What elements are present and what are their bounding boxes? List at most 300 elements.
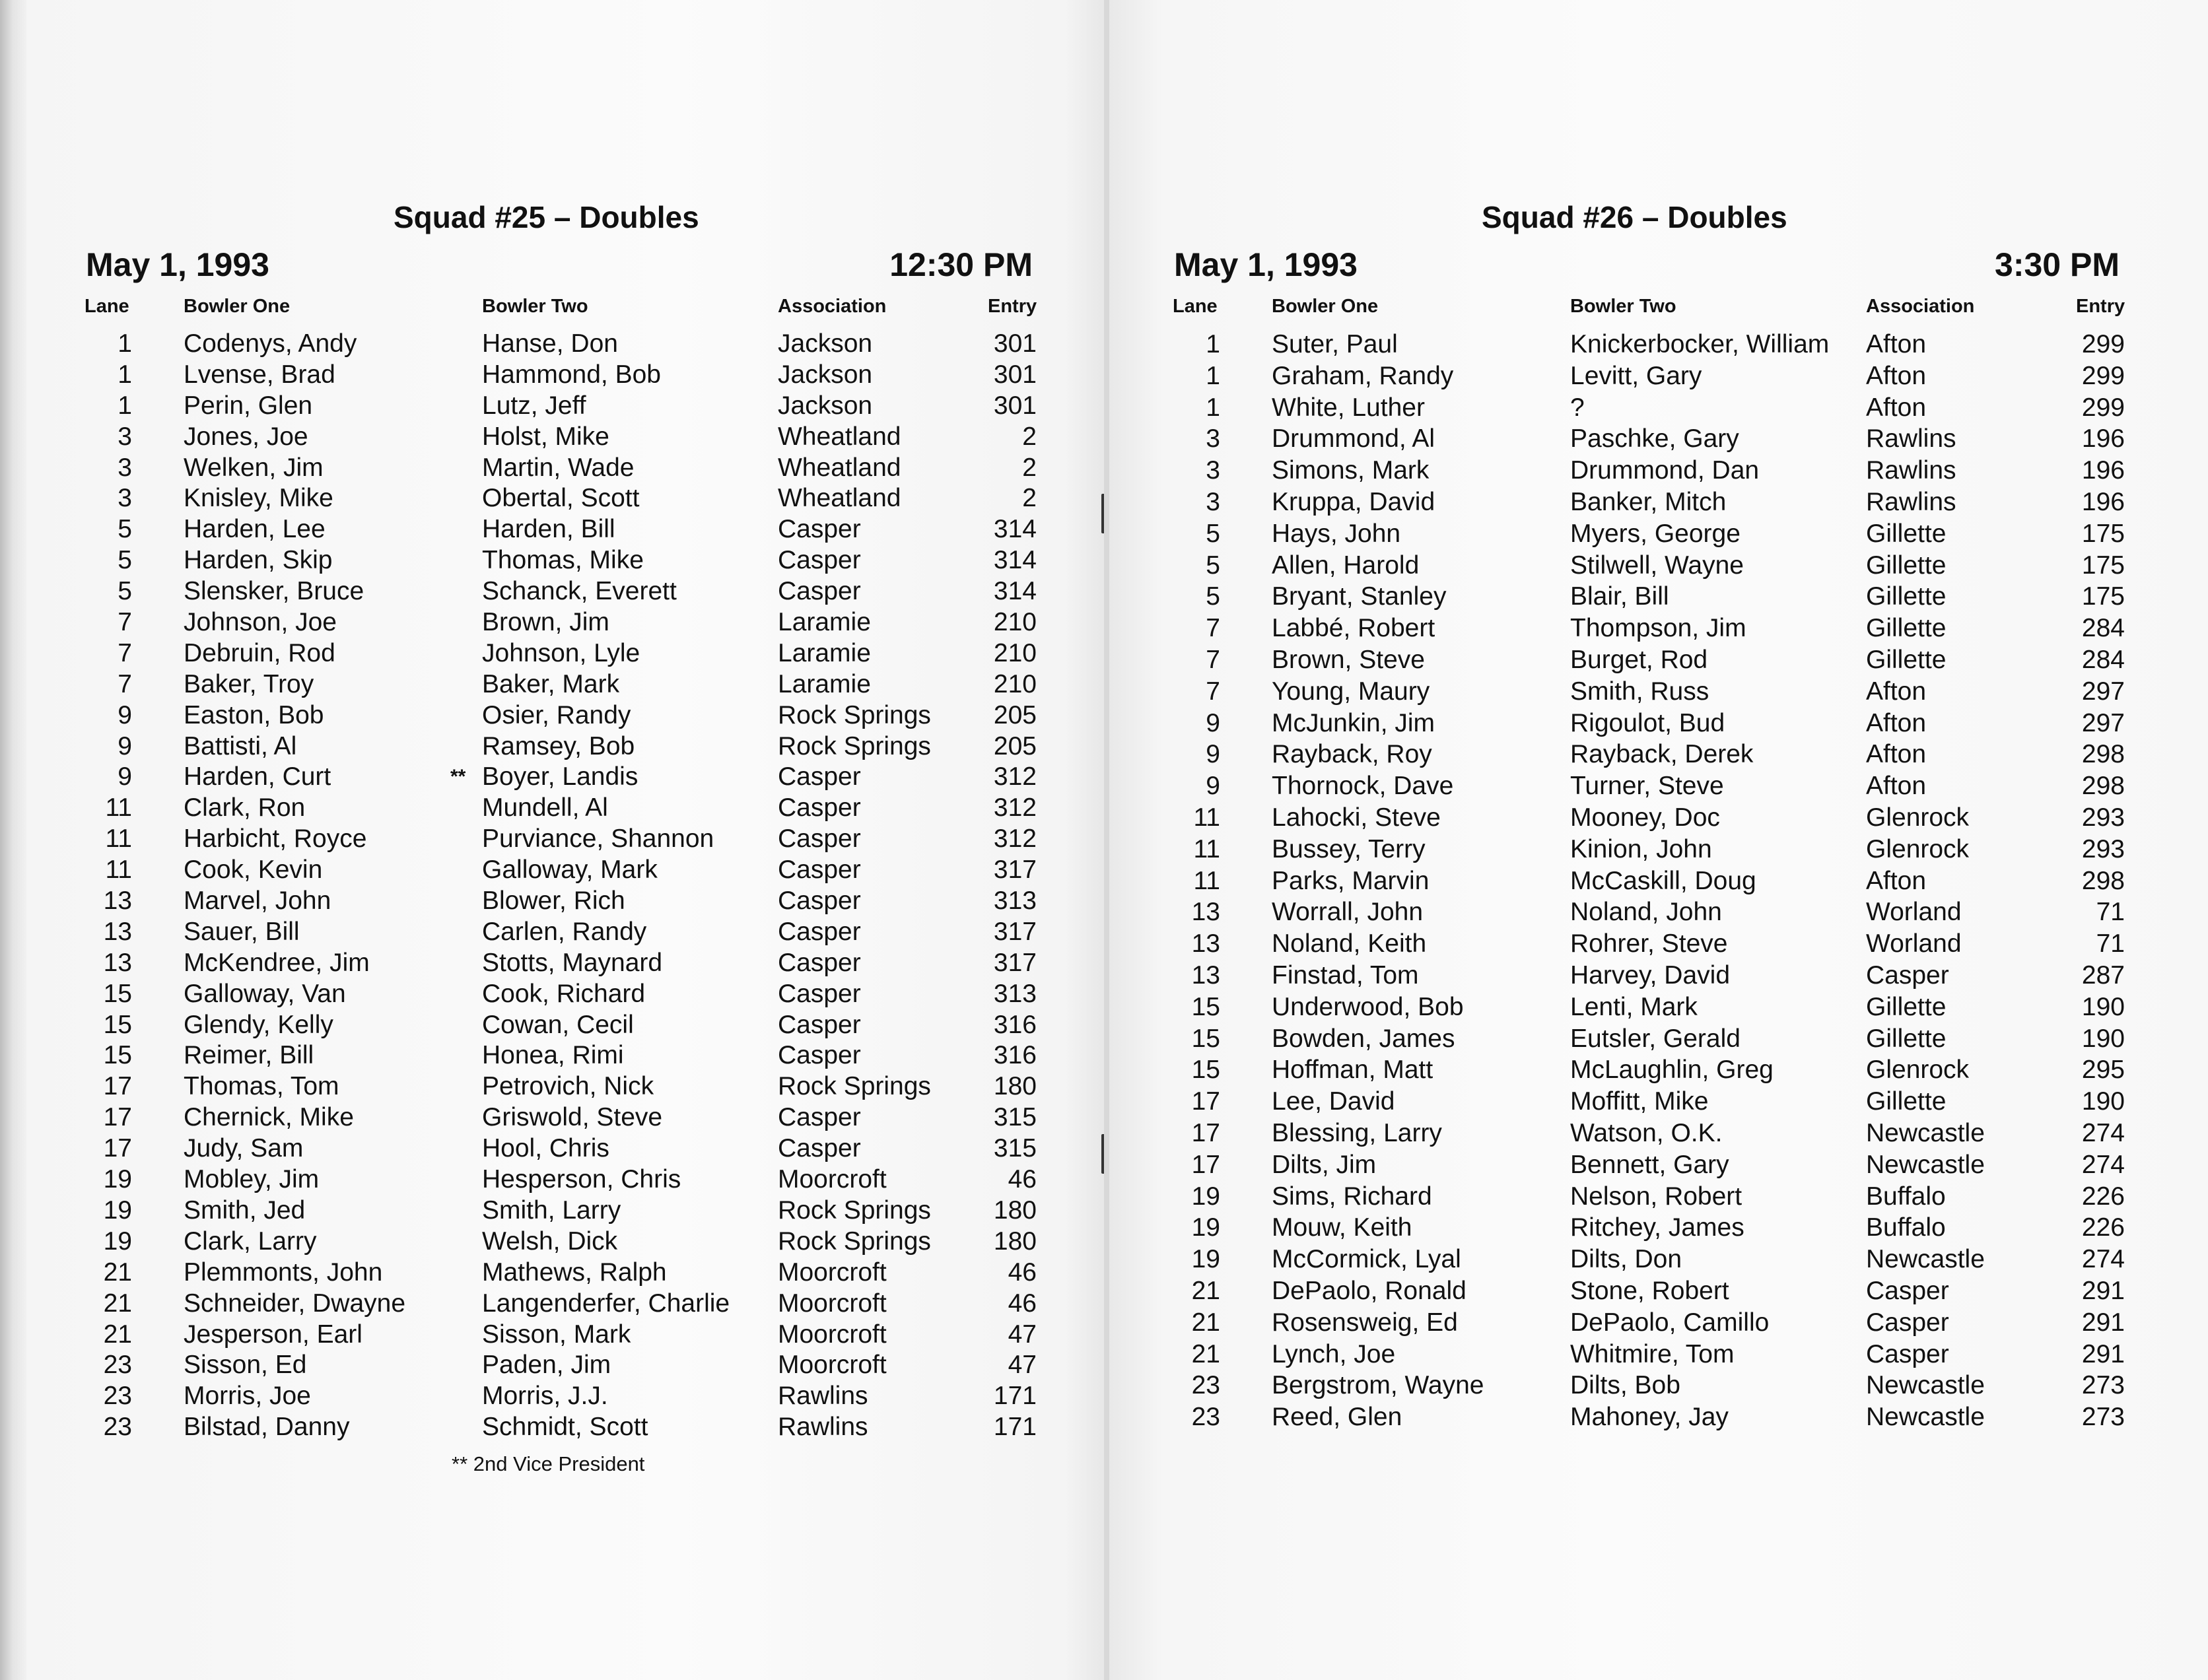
bowler-two-cell: Noland, John (1570, 898, 1722, 927)
lane-cell: 19 (103, 1195, 132, 1225)
column-header-bowler-two: Bowler Two (1570, 296, 1676, 317)
lane-cell: 23 (1191, 1371, 1220, 1400)
bowler-two-cell: Whitmire, Tom (1570, 1339, 1735, 1368)
table-row (0, 855, 1104, 886)
entry-cell: 316 (993, 1010, 1037, 1039)
bowler-one-cell: Kruppa, David (1272, 487, 1435, 516)
entry-cell: 297 (2081, 708, 2125, 737)
lane-cell: 17 (1191, 1150, 1220, 1179)
bowler-two-cell: Banker, Mitch (1570, 487, 1727, 516)
bowler-two-cell: Rigoulot, Bud (1570, 708, 1725, 737)
bowler-one-cell: Brown, Steve (1272, 645, 1425, 674)
entry-cell: 312 (993, 762, 1037, 791)
bowler-one-cell: Rosensweig, Ed (1272, 1308, 1458, 1337)
entry-cell: 190 (2081, 1087, 2125, 1116)
table-row (0, 824, 1104, 855)
table-row (0, 391, 1104, 422)
table-row (1088, 1149, 2208, 1181)
lane-cell: 1 (1206, 330, 1220, 358)
bowler-two-cell: Paden, Jim (482, 1351, 611, 1380)
footnote (452, 1452, 644, 1476)
association-cell: Casper (778, 979, 861, 1008)
table-row (1088, 423, 2208, 455)
table-row (0, 360, 1104, 391)
lane-cell: 15 (103, 979, 132, 1008)
association-cell: Gillette (1866, 645, 1947, 674)
bowler-two-cell: Sisson, Mark (482, 1320, 631, 1349)
entry-cell: 46 (1008, 1289, 1037, 1318)
association-cell: Moorcroft (778, 1320, 887, 1349)
table-row (0, 1195, 1104, 1226)
association-cell: Casper (778, 948, 861, 977)
bowler-two-cell: Bennett, Gary (1570, 1150, 1729, 1179)
table-row (1088, 960, 2208, 991)
bowler-two-cell: Brown, Jim (482, 608, 609, 637)
bowler-two-cell: Holst, Mike (482, 422, 609, 451)
entry-cell: 47 (1008, 1351, 1037, 1380)
bowler-two-cell: Petrovich, Nick (482, 1072, 654, 1101)
bowler-two-cell: Hammond, Bob (482, 360, 661, 389)
bowler-two-cell: Boyer, Landis (482, 762, 638, 791)
bowler-two-cell: Stotts, Maynard (482, 948, 663, 977)
table-row (0, 1164, 1104, 1195)
bowler-two-cell: Nelson, Robert (1570, 1182, 1742, 1211)
bowler-one-cell: Harden, Curt (184, 762, 331, 791)
table-row (0, 948, 1104, 979)
squad-title: Squad #26 – Doubles (1482, 200, 1787, 234)
entry-cell: 226 (2081, 1182, 2125, 1211)
bowler-one-cell: Slensker, Bruce (184, 577, 364, 606)
entry-cell: 314 (993, 546, 1037, 575)
bowler-two-cell: Levitt, Gary (1570, 361, 1702, 390)
entry-cell: 2 (1022, 453, 1037, 482)
lane-cell: 21 (103, 1258, 132, 1287)
bowler-two-cell: Martin, Wade (482, 453, 635, 482)
entry-cell: 317 (993, 856, 1037, 885)
lane-cell: 1 (118, 329, 132, 358)
bowler-one-cell: Smith, Jed (184, 1195, 306, 1225)
bowler-two-cell: Morris, J.J. (482, 1382, 608, 1411)
table-row (0, 483, 1104, 514)
bowler-one-cell: Mobley, Jim (184, 1165, 320, 1194)
lane-cell: 15 (103, 1041, 132, 1070)
bowler-two-cell: Thomas, Mike (482, 546, 644, 575)
entry-cell: 196 (2081, 456, 2125, 485)
bowler-two-cell: Cook, Richard (482, 979, 646, 1008)
bowler-two-cell: Schanck, Everett (482, 577, 677, 606)
table-row (1088, 1054, 2208, 1086)
bowler-one-cell: White, Luther (1272, 393, 1425, 422)
table-row (0, 514, 1104, 545)
bowler-one-cell: Sauer, Bill (184, 917, 300, 946)
table-row (1088, 1244, 2208, 1275)
association-cell: Jackson (778, 391, 873, 420)
bowler-two-cell: Smith, Larry (482, 1195, 621, 1225)
table-row (1088, 1023, 2208, 1055)
table-row (0, 545, 1104, 576)
association-cell: Afton (1866, 393, 1927, 422)
table-row (0, 762, 1104, 793)
entry-cell: 299 (2081, 393, 2125, 422)
bowler-two-cell: Paschke, Gary (1570, 424, 1739, 454)
bowler-one-cell: Debruin, Rod (184, 638, 335, 667)
table-row (0, 422, 1104, 453)
table-row (0, 917, 1104, 948)
bowler-one-cell: Battisti, Al (184, 731, 297, 760)
entry-cell: 180 (993, 1195, 1037, 1225)
footnote-text: 2nd Vice President (473, 1452, 645, 1475)
lane-cell: 17 (103, 1103, 132, 1132)
lane-cell: 17 (1191, 1087, 1220, 1116)
lane-cell: 7 (118, 638, 132, 667)
association-cell: Casper (778, 546, 861, 575)
bowler-one-cell: Morris, Joe (184, 1382, 311, 1411)
entry-cell: 175 (2081, 519, 2125, 548)
lane-cell: 3 (1206, 424, 1220, 454)
bowler-one-cell: Parks, Marvin (1272, 866, 1430, 895)
table-row (1088, 770, 2208, 802)
lane-cell: 11 (105, 856, 132, 885)
bowler-two-cell: Watson, O.K. (1570, 1118, 1723, 1147)
bowler-two-cell: Griswold, Steve (482, 1103, 663, 1132)
association-cell: Rock Springs (778, 1195, 931, 1225)
entry-cell: 46 (1008, 1258, 1037, 1287)
association-cell: Glenrock (1866, 834, 1970, 863)
lane-cell: 21 (103, 1289, 132, 1318)
bowler-one-cell: Thomas, Tom (184, 1072, 339, 1101)
lane-cell: 5 (118, 577, 132, 606)
entry-cell: 298 (2081, 772, 2125, 801)
bowler-one-cell: Johnson, Joe (184, 608, 337, 637)
association-cell: Rock Springs (778, 1072, 931, 1101)
lane-cell: 11 (105, 824, 132, 854)
bowler-one-cell: Schneider, Dwayne (184, 1289, 406, 1318)
association-cell: Afton (1866, 330, 1927, 358)
bowler-one-cell: Hoffman, Matt (1272, 1056, 1433, 1085)
bowler-one-cell: Underwood, Bob (1272, 992, 1464, 1021)
association-cell: Laramie (778, 608, 871, 637)
bowler-one-cell: Noland, Keith (1272, 929, 1427, 958)
bowler-one-cell: Bowden, James (1272, 1024, 1455, 1053)
entry-cell: 312 (993, 793, 1037, 823)
table-row (1088, 896, 2208, 928)
lane-cell: 9 (118, 700, 132, 729)
association-cell: Moorcroft (778, 1258, 887, 1287)
bowler-one-cell: McJunkin, Jim (1272, 708, 1435, 737)
lane-cell: 15 (1191, 992, 1220, 1021)
entry-cell: 313 (993, 887, 1037, 916)
entry-cell: 180 (993, 1072, 1037, 1101)
lane-cell: 13 (103, 917, 132, 946)
bowler-two-cell: Dilts, Bob (1570, 1371, 1680, 1400)
table-row (1088, 1086, 2208, 1118)
bowler-one-cell: Bussey, Terry (1272, 834, 1426, 863)
table-row (0, 1381, 1104, 1412)
association-cell: Casper (778, 856, 861, 885)
association-cell: Casper (778, 1134, 861, 1163)
table-row (1088, 739, 2208, 770)
lane-cell: 15 (103, 1010, 132, 1039)
bowler-one-cell: Lynch, Joe (1272, 1339, 1396, 1368)
association-cell: Casper (1866, 960, 1949, 990)
bowler-one-cell: Dilts, Jim (1272, 1150, 1377, 1179)
lane-cell: 3 (118, 422, 132, 451)
lane-cell: 3 (118, 453, 132, 482)
officer-mark: ** (450, 766, 466, 788)
entry-cell: 210 (993, 669, 1037, 698)
bowler-two-cell: McLaughlin, Greg (1570, 1056, 1774, 1085)
lane-cell: 7 (1206, 614, 1220, 643)
association-cell: Newcastle (1866, 1150, 1985, 1179)
entry-cell: 293 (2081, 834, 2125, 863)
lane-cell: 11 (1193, 866, 1220, 895)
bowler-two-cell: Moffitt, Mike (1570, 1087, 1709, 1116)
association-cell: Newcastle (1866, 1371, 1985, 1400)
bowler-two-cell: Stilwell, Wayne (1570, 551, 1744, 580)
association-cell: Afton (1866, 740, 1927, 769)
entry-cell: 301 (993, 391, 1037, 420)
lane-cell: 21 (1191, 1276, 1220, 1305)
association-cell: Wheatland (778, 484, 901, 513)
lane-cell: 21 (103, 1320, 132, 1349)
table-row (1088, 708, 2208, 739)
bowler-one-cell: Harden, Lee (184, 515, 326, 544)
entry-cell: 274 (2081, 1118, 2125, 1147)
lane-cell: 21 (1191, 1308, 1220, 1337)
table-row (1088, 392, 2208, 424)
table-row (1088, 1370, 2208, 1401)
table-row (1088, 360, 2208, 392)
table-row (0, 1102, 1104, 1133)
bowler-two-cell: Cowan, Cecil (482, 1010, 634, 1039)
lane-cell: 1 (118, 360, 132, 389)
lane-cell: 19 (1191, 1245, 1220, 1274)
bowler-one-cell: Marvel, John (184, 887, 331, 916)
lane-cell: 13 (1191, 929, 1220, 958)
table-row (0, 1412, 1104, 1443)
entry-cell: 226 (2081, 1213, 2125, 1242)
bowler-two-cell: Mahoney, Jay (1570, 1403, 1729, 1432)
entry-cell: 316 (993, 1041, 1037, 1070)
lane-cell: 13 (1191, 960, 1220, 990)
association-cell: Gillette (1866, 582, 1947, 611)
bowler-two-cell: Ramsey, Bob (482, 731, 635, 760)
lane-cell: 17 (1191, 1118, 1220, 1147)
entry-cell: 171 (993, 1413, 1037, 1442)
entry-cell: 196 (2081, 424, 2125, 454)
bowler-two-cell: Harvey, David (1570, 960, 1731, 990)
bowler-one-cell: Suter, Paul (1272, 330, 1398, 358)
table-row (1088, 1118, 2208, 1149)
bowler-one-cell: Harden, Skip (184, 546, 333, 575)
entry-cell: 314 (993, 577, 1037, 606)
bowler-two-cell: Rohrer, Steve (1570, 929, 1728, 958)
bowler-two-cell: Knickerbocker, William (1570, 330, 1830, 358)
entry-cell: 291 (2081, 1339, 2125, 1368)
bowler-one-cell: Jesperson, Earl (184, 1320, 362, 1349)
association-cell: Casper (778, 793, 861, 823)
entry-cell: 274 (2081, 1245, 2125, 1274)
association-cell: Gillette (1866, 614, 1947, 643)
bowler-one-cell: Graham, Randy (1272, 361, 1454, 390)
column-header-entry: Entry (988, 296, 1037, 317)
bowler-one-cell: Bryant, Stanley (1272, 582, 1447, 611)
table-row (0, 1040, 1104, 1071)
bowler-two-cell: Lutz, Jeff (482, 391, 586, 420)
lane-cell: 7 (1206, 677, 1220, 706)
table-row (1088, 487, 2208, 518)
squad-date: May 1, 1993 (1174, 246, 1358, 283)
column-header-entry: Entry (2076, 296, 2125, 317)
entry-cell: 315 (993, 1134, 1037, 1163)
entry-cell: 291 (2081, 1276, 2125, 1305)
bowler-one-cell: Bilstad, Danny (184, 1413, 350, 1442)
bowler-one-cell: Glendy, Kelly (184, 1010, 333, 1039)
table-row (1088, 834, 2208, 865)
lane-cell: 13 (1191, 898, 1220, 927)
column-header-bowler-one: Bowler One (184, 296, 291, 317)
entry-cell: 291 (2081, 1308, 2125, 1337)
bowler-one-cell: Clark, Ron (184, 793, 306, 823)
bowler-two-cell: Purviance, Shannon (482, 824, 714, 854)
bowler-one-cell: Sims, Richard (1272, 1182, 1432, 1211)
lane-cell: 17 (103, 1134, 132, 1163)
bowler-one-cell: Young, Maury (1272, 677, 1430, 706)
entry-cell: 274 (2081, 1150, 2125, 1179)
association-cell: Rock Springs (778, 731, 931, 760)
bowler-two-cell: Kinion, John (1570, 834, 1712, 863)
entry-cell: 210 (993, 608, 1037, 637)
bowler-one-cell: DePaolo, Ronald (1272, 1276, 1466, 1305)
association-cell: Gillette (1866, 1087, 1947, 1116)
association-cell: Jackson (778, 360, 873, 389)
squad-title: Squad #25 – Doubles (394, 200, 699, 234)
lane-cell: 5 (1206, 519, 1220, 548)
table-row (0, 793, 1104, 824)
table-row (0, 1258, 1104, 1289)
bowler-two-cell: Myers, George (1570, 519, 1741, 548)
bowler-two-cell: Blair, Bill (1570, 582, 1669, 611)
bowler-one-cell: McKendree, Jim (184, 948, 370, 977)
bowler-one-cell: Chernick, Mike (184, 1103, 354, 1132)
bowler-two-cell: Harden, Bill (482, 515, 615, 544)
bowler-one-cell: Thornock, Dave (1272, 772, 1454, 801)
table-row (1088, 644, 2208, 676)
lane-cell: 5 (118, 546, 132, 575)
table-row (1088, 676, 2208, 708)
association-cell: Casper (778, 887, 861, 916)
association-cell: Afton (1866, 772, 1927, 801)
table-row (0, 329, 1104, 360)
bowler-one-cell: Knisley, Mike (184, 484, 333, 513)
entry-cell: 314 (993, 515, 1037, 544)
association-cell: Moorcroft (778, 1289, 887, 1318)
bowler-two-cell: Johnson, Lyle (482, 638, 640, 667)
bowler-two-cell: Carlen, Randy (482, 917, 647, 946)
entry-cell: 175 (2081, 582, 2125, 611)
table-row (1088, 550, 2208, 582)
table-row (0, 1133, 1104, 1164)
entry-cell: 301 (993, 360, 1037, 389)
association-cell: Worland (1866, 898, 1962, 927)
association-cell: Rawlins (1866, 456, 1956, 485)
bowler-two-cell: Dilts, Don (1570, 1245, 1682, 1274)
association-cell: Afton (1866, 677, 1927, 706)
lane-cell: 15 (1191, 1056, 1220, 1085)
bowler-two-cell: Burget, Rod (1570, 645, 1708, 674)
table-row (1088, 1339, 2208, 1370)
lane-cell: 7 (118, 669, 132, 698)
lane-cell: 3 (118, 484, 132, 513)
lane-cell: 21 (1191, 1339, 1220, 1368)
bowler-one-cell: Judy, Sam (184, 1134, 304, 1163)
lane-cell: 9 (1206, 740, 1220, 769)
entry-cell: 205 (993, 731, 1037, 760)
lane-cell: 23 (103, 1351, 132, 1380)
entry-cell: 273 (2081, 1403, 2125, 1432)
association-cell: Rawlins (778, 1413, 868, 1442)
bowler-two-cell: Mundell, Al (482, 793, 608, 823)
entry-cell: 171 (993, 1382, 1037, 1411)
bowler-one-cell: Jones, Joe (184, 422, 308, 451)
lane-cell: 19 (1191, 1182, 1220, 1211)
association-cell: Rock Springs (778, 1226, 931, 1256)
association-cell: Afton (1866, 866, 1927, 895)
association-cell: Newcastle (1866, 1245, 1985, 1274)
lane-cell: 3 (1206, 456, 1220, 485)
table-row (1088, 1212, 2208, 1244)
entry-cell: 299 (2081, 361, 2125, 390)
bowler-two-cell: Rayback, Derek (1570, 740, 1754, 769)
lane-cell: 9 (1206, 772, 1220, 801)
bowler-one-cell: Harbicht, Royce (184, 824, 367, 854)
lane-cell: 23 (1191, 1403, 1220, 1432)
lane-cell: 3 (1206, 487, 1220, 516)
bowler-one-cell: Reed, Glen (1272, 1403, 1402, 1432)
association-cell: Casper (778, 762, 861, 791)
lane-cell: 5 (1206, 582, 1220, 611)
bowler-two-cell: Drummond, Dan (1570, 456, 1760, 485)
association-cell: Jackson (778, 329, 873, 358)
lane-cell: 9 (1206, 708, 1220, 737)
association-cell: Gillette (1866, 992, 1947, 1021)
bowler-two-cell: Langenderfer, Charlie (482, 1289, 730, 1318)
bowler-one-cell: Sisson, Ed (184, 1351, 307, 1380)
table-row (0, 1010, 1104, 1041)
association-cell: Laramie (778, 638, 871, 667)
association-cell: Casper (778, 577, 861, 606)
bowler-one-cell: Hays, John (1272, 519, 1401, 548)
association-cell: Rawlins (778, 1382, 868, 1411)
entry-cell: 293 (2081, 803, 2125, 832)
association-cell: Moorcroft (778, 1351, 887, 1380)
bowler-one-cell: Worrall, John (1272, 898, 1424, 927)
bowler-two-cell: Hanse, Don (482, 329, 618, 358)
column-header-bowler-two: Bowler Two (482, 296, 588, 317)
table-row (1088, 1275, 2208, 1307)
bowler-one-cell: Labbé, Robert (1272, 614, 1435, 643)
bowler-one-cell: Lahocki, Steve (1272, 803, 1441, 832)
bowler-two-cell: Eutsler, Gerald (1570, 1024, 1741, 1053)
column-header-bowler-one: Bowler One (1272, 296, 1379, 317)
association-cell: Glenrock (1866, 1056, 1970, 1085)
bowler-two-cell: DePaolo, Camillo (1570, 1308, 1770, 1337)
entry-cell: 298 (2081, 740, 2125, 769)
bowler-two-cell: Mooney, Doc (1570, 803, 1720, 832)
bowler-one-cell: Galloway, Van (184, 979, 346, 1008)
association-cell: Casper (778, 917, 861, 946)
table-row (1088, 991, 2208, 1023)
